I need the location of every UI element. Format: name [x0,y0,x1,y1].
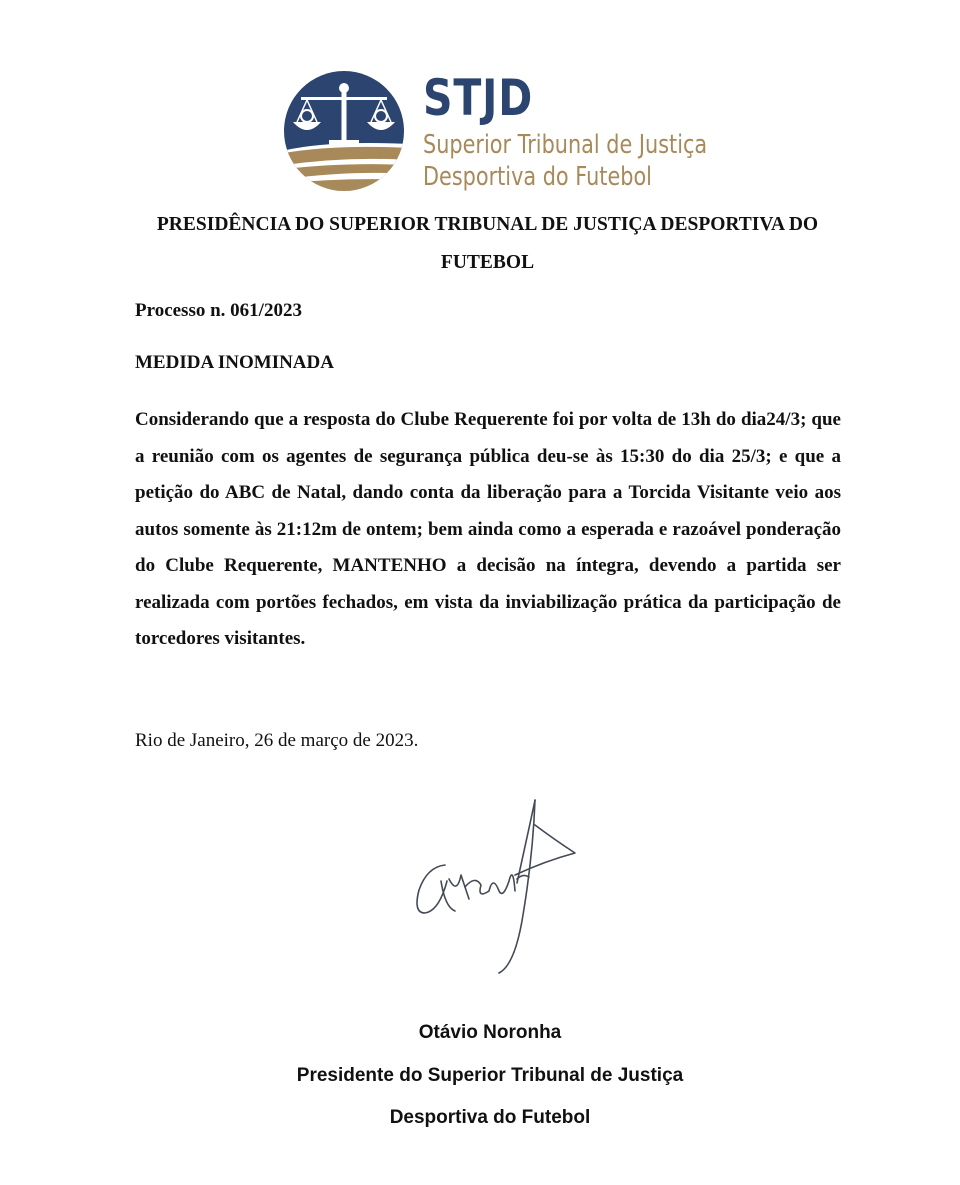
decision-body: Considerando que a resposta do Clube Requerente foi por volta de 13h do dia24/3; que a reunião com os agentes de segurança pública deu-se às 15:30 do dia 25/3; e que a petição do ABC de Natal, dando conta da liberação para a Torcida Visitante veio aos autos somente às 21:12m de ontem; bem ainda como a esperada e razoável ponderação do Clube Requerente, MANTENHO a decisão na íntegra, devendo a partida ser realizada com portões fechados, em vista da inviabilização prática da participação de torcedores visitantes. [135,409,841,649]
place-date: Rio de Janeiro, 26 de março de 2023. [135,730,419,751]
process-number: Processo n. 061/2023 [135,300,302,321]
document-heading: PRESIDÊNCIA DO SUPERIOR TRIBUNAL DE JUSTIÇA DESPORTIVA DO FUTEBOL [156,214,819,273]
signer-title-line2: Desportiva do Futebol [389,1107,591,1128]
logo-name-line1: Superior Tribunal de Justiça [423,130,708,160]
logo-acronym: STJD [423,69,534,127]
scales-of-justice-emblem-icon [283,70,405,192]
measure-type: MEDIDA INOMINADA [135,352,334,373]
signer-title-line1: Presidente do Superior Tribunal de Justiça [296,1065,684,1086]
handwritten-signature [405,795,585,980]
stjd-logo [283,69,708,195]
signer-name: Otávio Noronha [418,1022,562,1043]
logo-name-line2: Desportiva do Futebol [423,162,652,192]
